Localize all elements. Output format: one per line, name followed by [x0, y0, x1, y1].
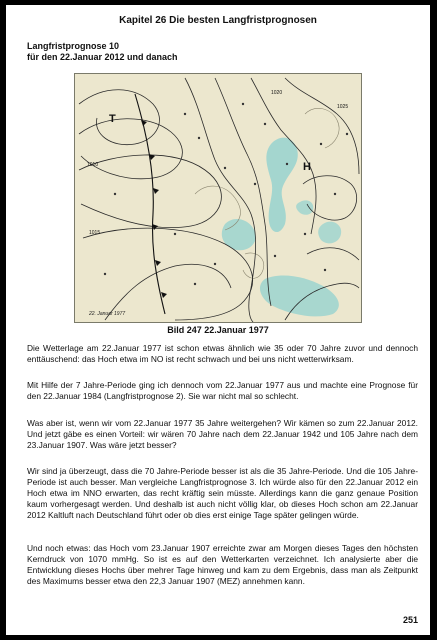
paragraph-3: Was aber ist, wenn wir vom 22.Januar 1977 35 Jahre weitergehen? Wir kämen so zum 22.Januar 2012. Und jetzt gäbe es einen Vorteil: wir wären 70 Jahre nach dem 22.Januar 1942 und 105 Jahre nach dem 23.Januar 1907. Was wäre jetzt besser? — [27, 418, 418, 450]
map-inscription: 22. Januar 1977 — [89, 311, 126, 317]
station-marks — [104, 103, 348, 285]
sea-area-small — [296, 200, 313, 214]
sea-area-north — [222, 219, 256, 250]
station-6 — [320, 143, 322, 145]
isobar-label-2: 1015 — [89, 230, 101, 236]
cold-front — [135, 94, 165, 314]
station-4 — [264, 123, 266, 125]
forecast-heading — [27, 41, 178, 63]
isobar-label-1: 1010 — [87, 162, 99, 168]
station-1 — [184, 113, 186, 115]
isobar-1 — [79, 90, 159, 145]
chapter-title: Kapitel 26 Die besten Langfristprognosen — [119, 15, 317, 26]
isobar-10 — [307, 248, 359, 260]
front-marker-3 — [153, 188, 159, 194]
figure-caption: Bild 247 22.Januar 1977 — [167, 325, 269, 335]
book-page — [6, 5, 430, 635]
station-17 — [346, 133, 348, 135]
paragraph-1: Die Wetterlage am 22.Januar 1977 ist schon etwas ähnlich wie 35 oder 70 Jahre zuvor und dennoch enttäuschend: das Hoch etwa im NO ist recht schwach und bei uns nicht wetterwirksam. — [27, 343, 418, 364]
weather-map-graphic — [75, 74, 361, 322]
forecast-heading-line2: für den 22.Januar 2012 und danach — [27, 52, 178, 62]
isobar-label-3: 1020 — [271, 90, 283, 96]
station-16 — [324, 269, 326, 271]
isobar-label-4: 1025 — [337, 104, 349, 110]
sea-area-baltic — [266, 138, 297, 232]
front-marker-1 — [141, 120, 147, 126]
sea-area-east — [318, 222, 341, 244]
forecast-heading-line1: Langfristprognose 10 — [27, 41, 120, 51]
station-9 — [274, 255, 276, 257]
isobar-6 — [185, 78, 256, 322]
station-14 — [114, 193, 116, 195]
station-15 — [104, 273, 106, 275]
isobar-12 — [303, 176, 357, 220]
isobar-2 — [79, 119, 182, 179]
station-18 — [254, 183, 256, 185]
sea-area-mediterranean — [260, 275, 339, 316]
pressure-center-high: H — [303, 161, 311, 173]
page-number: 251 — [402, 615, 418, 625]
coastline-3 — [305, 108, 339, 148]
station-12 — [174, 233, 176, 235]
isobar-3 — [79, 155, 221, 228]
station-10 — [214, 263, 216, 265]
station-2 — [198, 137, 200, 139]
station-13 — [224, 167, 226, 169]
station-5 — [286, 163, 288, 165]
front-marker-6 — [161, 292, 167, 298]
station-8 — [304, 233, 306, 235]
front-markers — [141, 120, 167, 298]
paragraph-5: Und noch etwas: das Hoch vom 23.Januar 1907 erreichte zwar am Morgen dieses Tages den höchsten Kerndruck von 1070 mmHg. So ist es auf den Wetterkarten verzeichnet. Ich analysierte aber die Entwicklung dieses Hochs über mehrer Tage hinweg und kam zu dem Ergebnis, dass man als Zeitpunkt des Maximums besser etwa den 22,3 Januar 1907 (MEZ) annehmen kann. — [27, 543, 418, 586]
station-3 — [242, 103, 244, 105]
station-11 — [194, 283, 196, 285]
station-7 — [334, 193, 336, 195]
paragraph-2: Mit Hilfe der 7 Jahre-Periode ging ich dennoch vom 22.Januar 1977 aus und machte eine Prognose für den 22.Januar 1984 (Langfristprognose 2). Sie war nicht mal so schlecht. — [27, 380, 418, 401]
paragraph-4: Wir sind ja überzeugt, dass die 70 Jahre-Periode besser ist als die 35 Jahre-Periode. Und die 105 Jahre-Periode ist auch besser. Man vergleiche Langfristprognose 3. Ich würde also für den 22.Januar 2012 ein Hoch etwa im NNO erwarten, das recht kräftig sein müsste. Allerdings kann die ganz genaue Position kaum vorhergesagt werden. Und deshalb ist auch nicht völlig klar, ob dieses Hoch schon am 22.Januar 2012 Kaltluft nach Deutschland führt oder ob dies erst einige Tage später gelingen würde. — [27, 466, 418, 520]
pressure-center-low: T — [109, 113, 116, 125]
weather-map — [74, 73, 362, 323]
